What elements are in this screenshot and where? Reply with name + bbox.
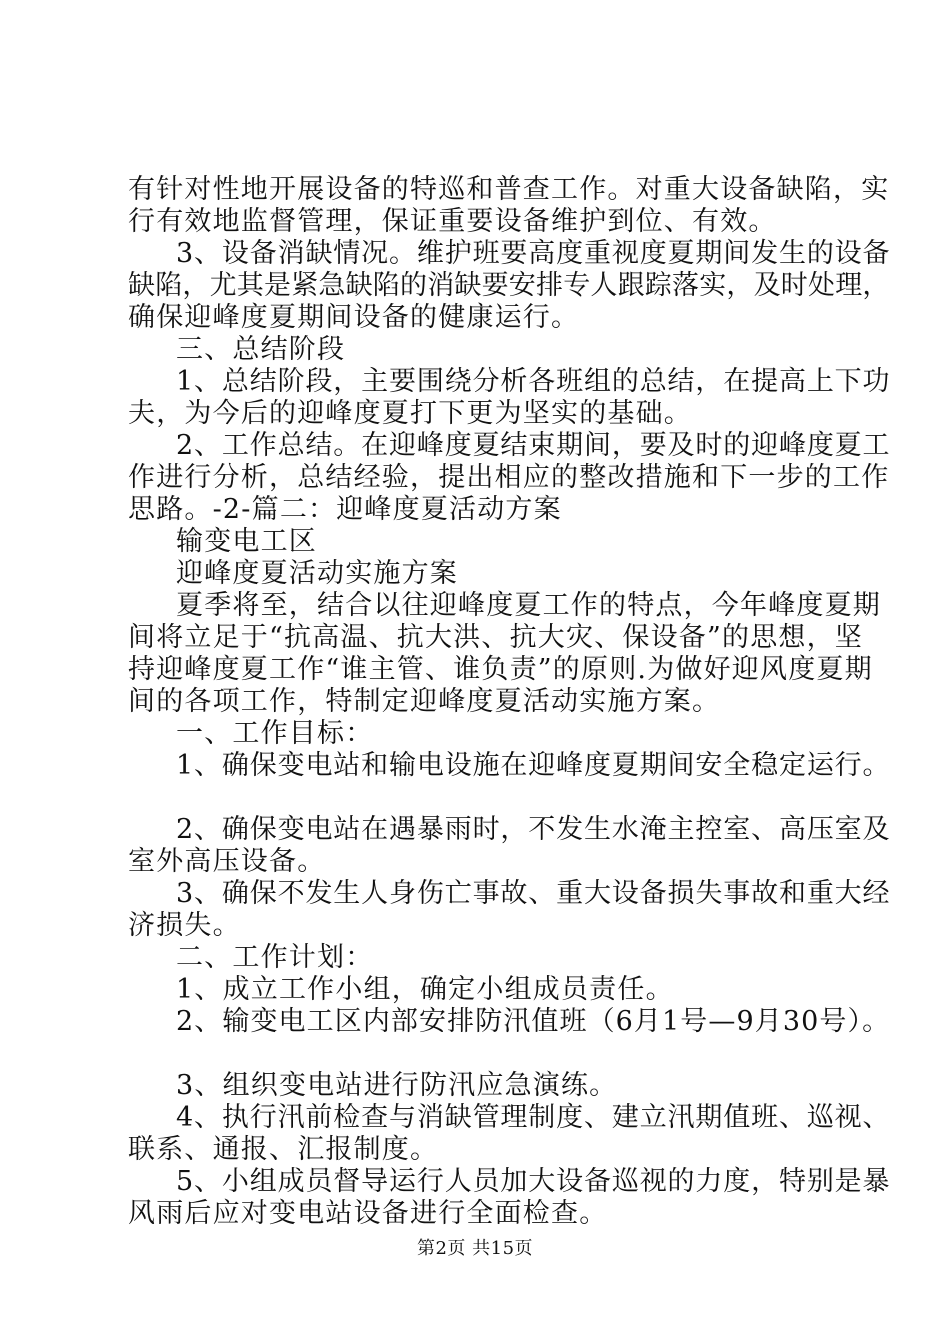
text-line: 3、组织变电站进行防汛应急演练。 — [176, 1070, 618, 1101]
text-line: 济损失。 — [128, 910, 241, 941]
text-line: 1、总结阶段，主要围绕分析各班组的总结，在提高上下功 — [176, 366, 891, 397]
text-line: 风雨后应对变电站设备进行全面检查。 — [128, 1198, 608, 1229]
plan-title: 迎峰度夏活动实施方案 — [176, 558, 458, 589]
text-line: 夏季将至，结合以往迎峰度夏工作的特点，今年峰度夏期 — [176, 590, 881, 621]
text-line: 2、输变电工区内部安排防汛值班（6月1号—9月30号）。 — [176, 1006, 891, 1037]
text-line: 思路。-2-篇二：迎峰度夏活动方案 — [128, 494, 562, 525]
text-line: 行有效地监督管理，保证重要设备维护到位、有效。 — [128, 206, 777, 237]
section-heading: 三、总结阶段 — [176, 334, 346, 365]
text-line: 4、执行汛前检查与消缺管理制度、建立汛期值班、巡视、 — [176, 1102, 891, 1133]
org-name: 输变电工区 — [176, 526, 317, 557]
text-line: 1、确保变电站和输电设施在迎峰度夏期间安全稳定运行。 — [176, 750, 891, 781]
text-line: 3、设备消缺情况。维护班要高度重视度夏期间发生的设备 — [176, 238, 891, 269]
text-line: 3、确保不发生人身伤亡事故、重大设备损失事故和重大经 — [176, 878, 891, 909]
text-line: 5、小组成员督导运行人员加大设备巡视的力度，特别是暴 — [176, 1166, 891, 1197]
text-line: 持迎峰度夏工作“谁主管、谁负责”的原则.为做好迎风度夏期 — [128, 654, 873, 685]
text-line: 1、成立工作小组，确定小组成员责任。 — [176, 974, 674, 1005]
text-line: 间的各项工作，特制定迎峰度夏活动实施方案。 — [128, 686, 721, 717]
text-line: 间将立足于“抗高温、抗大洪、抗大灾、保设备”的思想，坚 — [128, 622, 864, 653]
text-line: 确保迎峰度夏期间设备的健康运行。 — [128, 302, 580, 333]
text-line: 作进行分析，总结经验，提出相应的整改措施和下一步的工作 — [128, 462, 890, 493]
text-line: 有针对性地开展设备的特巡和普查工作。对重大设备缺陷，实 — [128, 174, 890, 205]
section-heading: 二、工作计划： — [176, 942, 374, 973]
text-line: 夫，为今后的迎峰度夏打下更为坚实的基础。 — [128, 398, 692, 429]
text-line: 2、确保变电站在遇暴雨时，不发生水淹主控室、高压室及 — [176, 814, 891, 845]
text-line: 2、工作总结。在迎峰度夏结束期间，要及时的迎峰度夏工 — [176, 430, 891, 461]
page-number-footer: 第2页 共15页 — [416, 1238, 534, 1259]
text-line: 室外高压设备。 — [128, 846, 326, 877]
section-heading: 一、工作目标： — [176, 718, 374, 749]
text-line: 缺陷，尤其是紧急缺陷的消缺要安排专人跟踪落实，及时处理， — [128, 270, 890, 301]
text-line: 联系、通报、汇报制度。 — [128, 1134, 439, 1165]
